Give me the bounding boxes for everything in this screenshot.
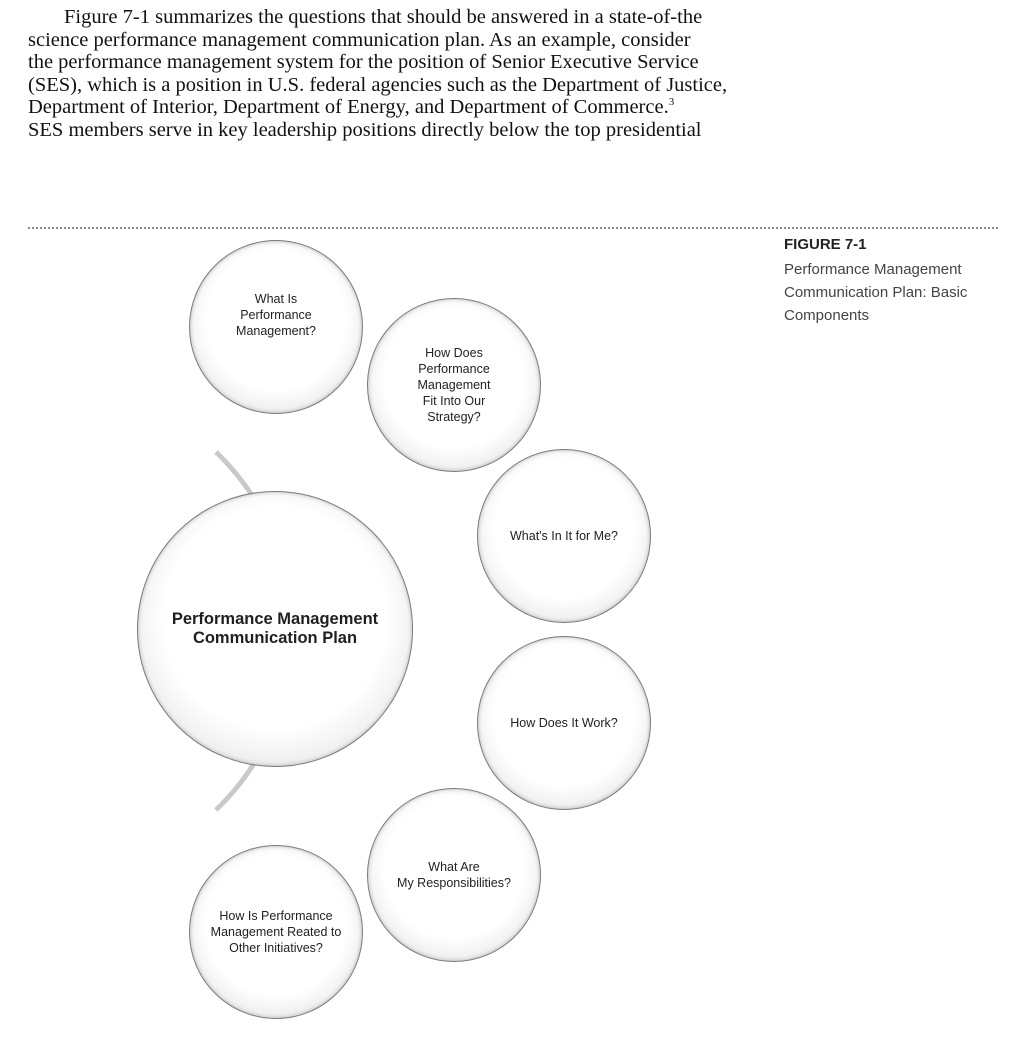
label-line: Management [417,378,491,392]
center-label-line: Communication Plan [192,629,358,647]
label-line: How Is Performance [219,909,333,923]
component-label [211,908,342,956]
paragraph-line-text: Department of Interior, Department of Energy, and Department of Commerce. [28,96,669,119]
label-line: Performance [240,308,312,322]
paragraph-line: SES members serve in key leadership positions directly below the top presidential [28,118,702,141]
center-label-line: Performance Management [171,610,379,628]
paragraph-line: Figure 7-1 summarizes the questions that should be answered in a state-of-the [64,6,703,28]
label-line: Strategy? [427,410,481,424]
label-line: Management? [236,324,316,338]
center-label [172,610,378,648]
label-line: How Does [425,346,483,360]
footnote-marker: 3 [668,96,675,109]
label-line: What Is [254,292,298,306]
component-circle-what-is-pm [189,240,363,414]
label-line: Other Initiatives? [229,941,323,955]
component-label [510,715,617,731]
paragraph-line: science performance management communication plan. As an example, consider [28,28,691,51]
figure-label: FIGURE 7-1 [784,236,867,253]
component-circle-how-it-works [477,636,651,810]
figure-title: Performance Management Communication Plan: Basic Components [784,261,968,324]
label-line: How Does It Work? [510,716,618,730]
label-line: Performance [418,362,490,376]
component-label [418,345,491,425]
label-line: What Are [428,860,480,874]
paragraph-line: (SES), which is a position in U.S. federal agencies such as the Department of Justice, [28,73,728,96]
label-line: What's In It for Me? [510,529,618,543]
label-line: Management Reated to [210,925,342,939]
label-line: Fit Into Our [422,394,486,408]
paragraph-line: the performance management system for the position of Senior Executive Service [28,51,699,74]
component-label [397,859,511,891]
component-circle-responsibilities [367,788,541,962]
component-label [510,528,618,544]
component-circle-other-initiatives [189,845,363,1019]
component-circle-strategy-fit [367,298,541,472]
component-label [236,291,316,339]
component-circle-whats-in-it [477,449,651,623]
label-line: My Responsibilities? [397,876,511,890]
center-circle [137,491,413,767]
